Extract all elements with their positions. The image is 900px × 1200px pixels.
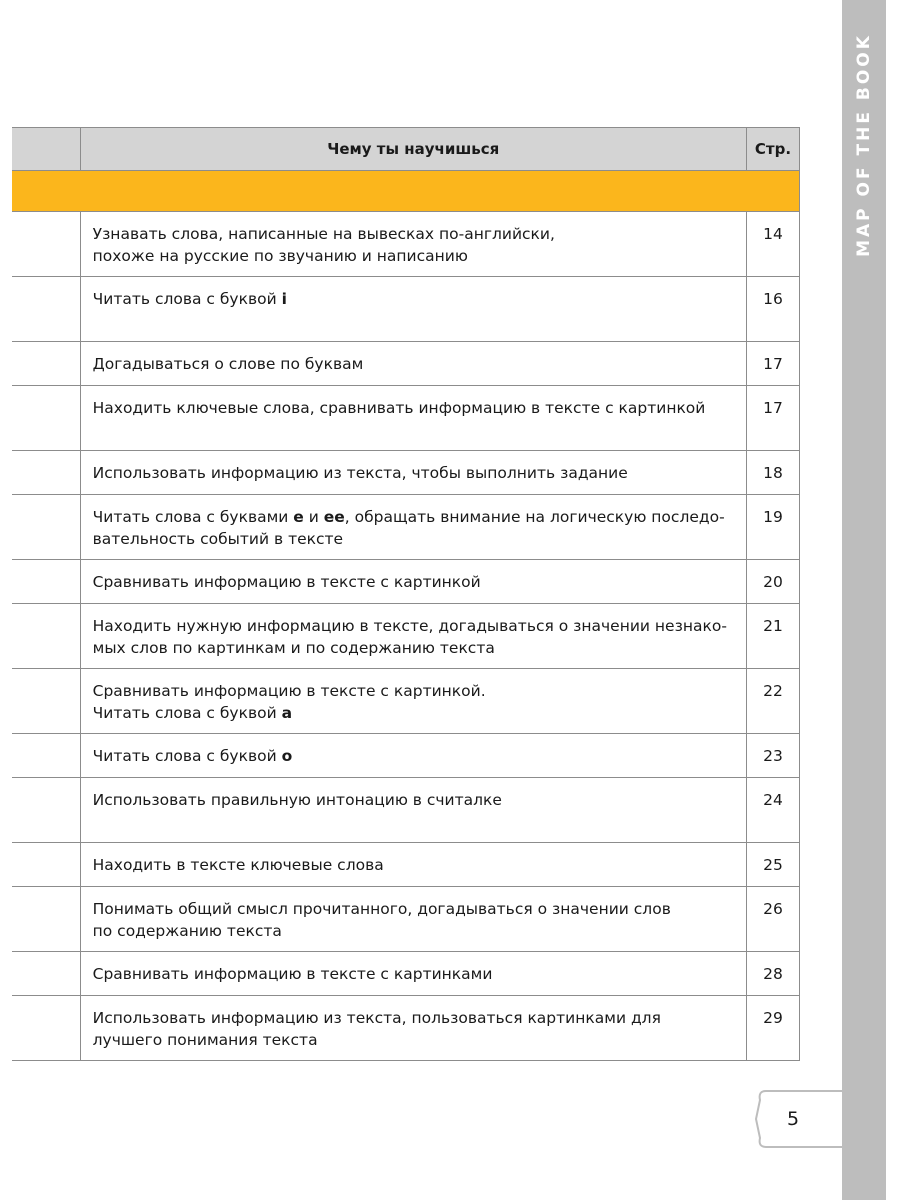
section-band-cell — [12, 171, 800, 212]
header-page: Стр. — [746, 128, 799, 171]
side-title — [842, 0, 886, 290]
row-page: 22 — [746, 669, 799, 734]
row-left-cell — [12, 386, 80, 451]
table-row — [12, 495, 800, 560]
row-skill: Находить ключевые слова, сравнивать информацию в тексте с картинкой — [80, 386, 746, 451]
row-skill: Догадываться о слове по буквам — [80, 342, 746, 386]
header-skills: Чему ты научишься — [80, 128, 746, 171]
page-number: 5 — [786, 1108, 800, 1130]
row-skill: Читать слова с буквой i — [80, 277, 746, 342]
header-empty-cell — [12, 128, 80, 171]
table-row — [12, 560, 800, 604]
row-skill: Узнавать слова, написанные на вывесках по-английски, похоже на русские по звучанию и написанию — [80, 212, 746, 277]
table-row — [12, 843, 800, 887]
row-page: 23 — [746, 734, 799, 778]
row-left-cell — [12, 495, 80, 560]
row-page: 14 — [746, 212, 799, 277]
row-page: 26 — [746, 887, 799, 952]
table-row — [12, 996, 800, 1061]
table-row — [12, 277, 800, 342]
row-skill: Находить нужную информацию в тексте, догадываться о значении незнако- мых слов по картинкам и по содержанию текста — [80, 604, 746, 669]
row-left-cell — [12, 342, 80, 386]
row-left-cell — [12, 212, 80, 277]
row-skill: Читать слова с буквой o — [80, 734, 746, 778]
row-left-cell — [12, 669, 80, 734]
row-left-cell — [12, 952, 80, 996]
table-row — [12, 734, 800, 778]
row-page: 29 — [746, 996, 799, 1061]
row-skill: Понимать общий смысл прочитанного, догадываться о значении слов по содержанию текста — [80, 887, 746, 952]
row-left-cell — [12, 604, 80, 669]
table-row — [12, 342, 800, 386]
table-row — [12, 778, 800, 843]
row-left-cell — [12, 451, 80, 495]
row-skill: Сравнивать информацию в тексте с картинкой. Читать слова с буквой a — [80, 669, 746, 734]
table-row — [12, 604, 800, 669]
row-skill: Использовать информацию из текста, чтобы выполнить задание — [80, 451, 746, 495]
table-row — [12, 451, 800, 495]
table-row — [12, 952, 800, 996]
row-page: 20 — [746, 560, 799, 604]
table-row — [12, 669, 800, 734]
row-page: 16 — [746, 277, 799, 342]
row-page: 19 — [746, 495, 799, 560]
row-page: 18 — [746, 451, 799, 495]
row-left-cell — [12, 734, 80, 778]
row-skill: Использовать правильную интонацию в считалке — [80, 778, 746, 843]
row-left-cell — [12, 887, 80, 952]
row-page: 24 — [746, 778, 799, 843]
row-page: 17 — [746, 342, 799, 386]
table-row — [12, 212, 800, 277]
row-page: 28 — [746, 952, 799, 996]
row-page: 25 — [746, 843, 799, 887]
row-left-cell — [12, 277, 80, 342]
side-title-text: MAP OF THE BOOK — [854, 33, 875, 257]
row-left-cell — [12, 560, 80, 604]
table-row — [12, 386, 800, 451]
row-page: 21 — [746, 604, 799, 669]
row-skill: Сравнивать информацию в тексте с картинкой — [80, 560, 746, 604]
map-table — [12, 127, 800, 1061]
row-skill: Сравнивать информацию в тексте с картинками — [80, 952, 746, 996]
row-skill: Находить в тексте ключевые слова — [80, 843, 746, 887]
row-left-cell — [12, 778, 80, 843]
row-left-cell — [12, 996, 80, 1061]
row-skill: Использовать информацию из текста, пользоваться картинками для лучшего понимания текста — [80, 996, 746, 1061]
table-header-row — [12, 128, 800, 171]
row-page: 17 — [746, 386, 799, 451]
row-left-cell — [12, 843, 80, 887]
table-row — [12, 887, 800, 952]
section-band — [12, 171, 800, 212]
row-skill: Читать слова с буквами e и ee, обращать внимание на логическую последо- вательность событий в тексте — [80, 495, 746, 560]
